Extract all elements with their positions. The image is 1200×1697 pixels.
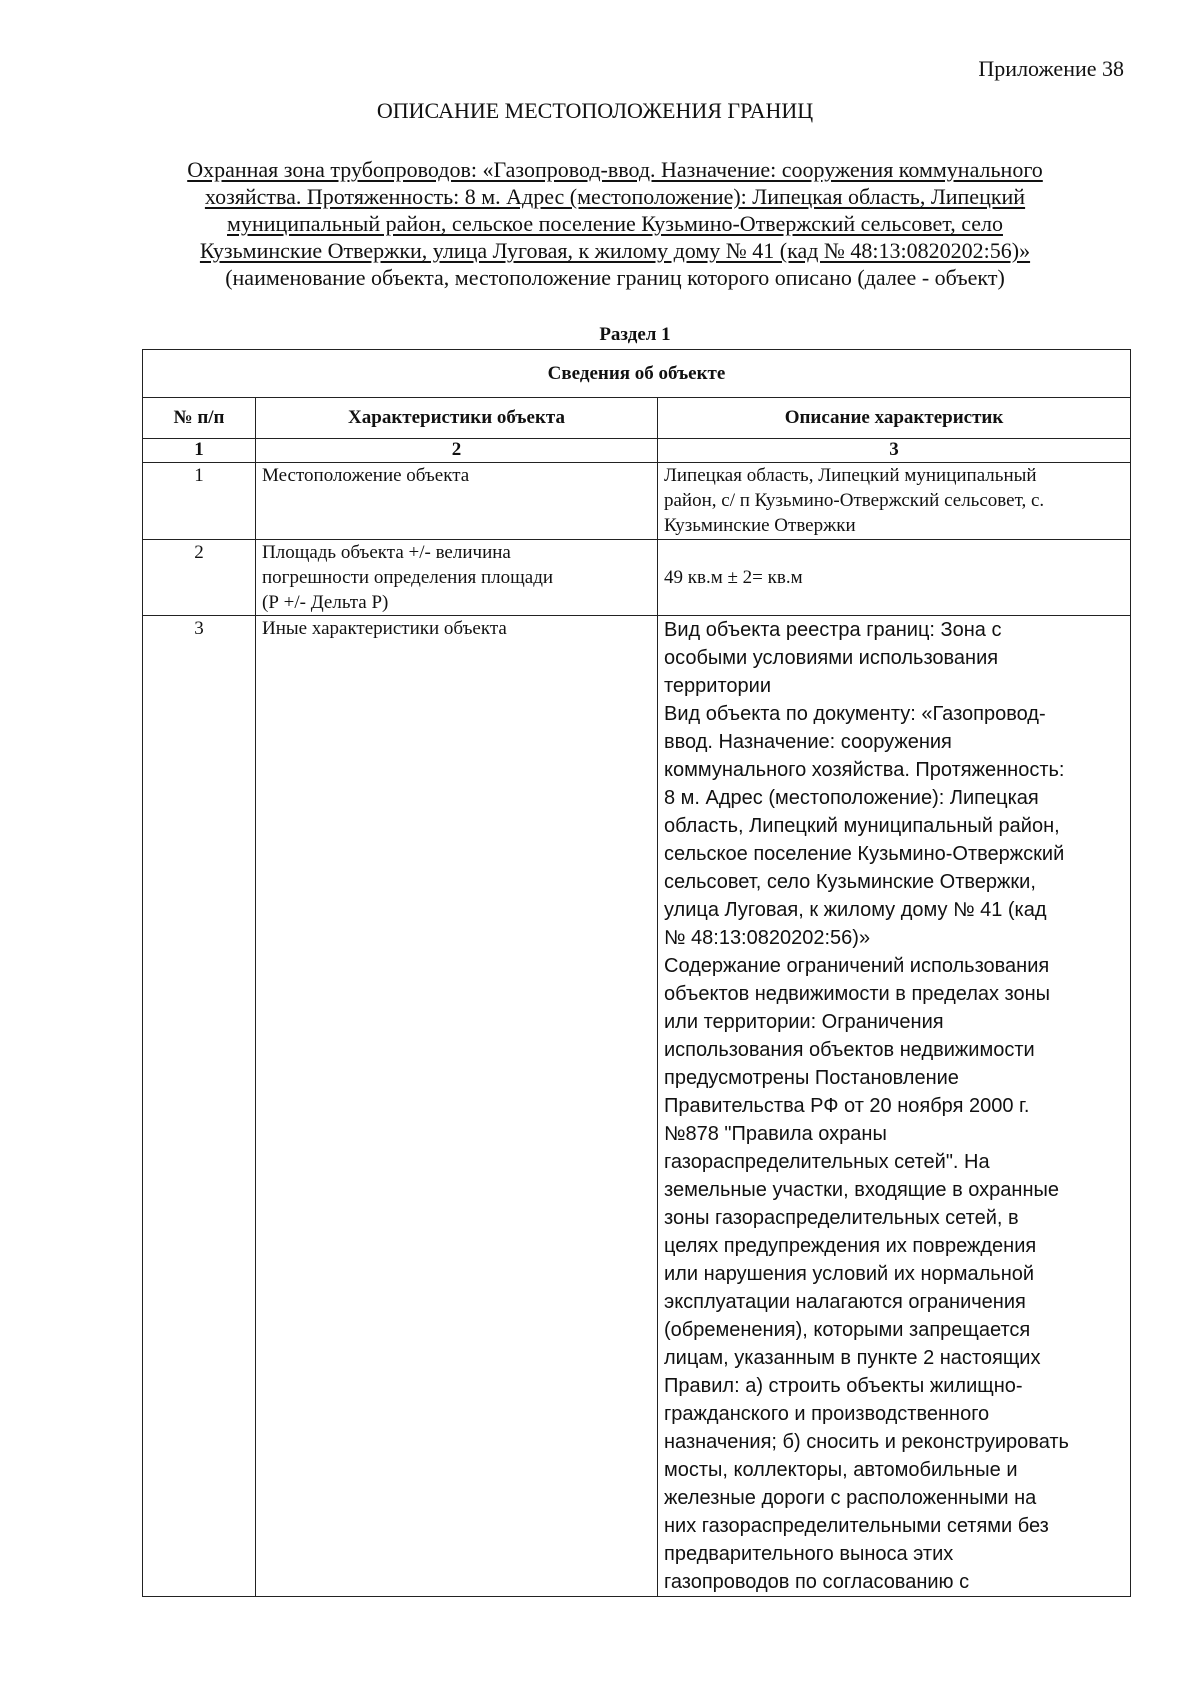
description-line: земельные участки, входящие в охранные (664, 1179, 1060, 1201)
column-number: 1 (143, 439, 256, 463)
description-line: Содержание ограничений использования (664, 955, 1050, 977)
description-line: Вид объекта реестра границ: Зона с (664, 619, 1002, 641)
table-row (143, 463, 1131, 540)
characteristic-line: (Р +/- Дельта Р) (262, 592, 389, 613)
description-line: объектов недвижимости в пределах зоны (664, 983, 1051, 1005)
description-line: область, Липецкий муниципальный район, (664, 815, 1060, 837)
row-description (658, 616, 1131, 1597)
description-line: №878 "Правила охраны (664, 1123, 887, 1145)
description-line: сельсовет, село Кузьминские Отвержки, (664, 871, 1036, 893)
column-header-characteristics: Характеристики объекта (256, 398, 658, 439)
description-line: гражданского и производственного (664, 1403, 990, 1425)
description-line: предварительного выноса этих (664, 1543, 954, 1565)
object-name-line: Охранная зона трубопроводов: «Газопровод-ввод. Назначение: сооружения коммунального (187, 157, 1043, 182)
description-line: Правил: а) строить объекты жилищно- (664, 1375, 1023, 1397)
object-name-block (140, 156, 1090, 291)
table-row (143, 616, 1131, 1597)
description-line: Правительства РФ от 20 ноября 2000 г. (664, 1095, 1030, 1117)
column-number: 3 (658, 439, 1131, 463)
row-number: 1 (143, 463, 256, 540)
description-line: назначения; б) сносить и реконструировать (664, 1431, 1069, 1453)
characteristic-line: Площадь объекта +/- величина (262, 542, 511, 563)
section-title: Раздел 1 (599, 324, 671, 345)
description-line: 8 м. Адрес (местоположение): Липецкая (664, 787, 1039, 809)
row-description: 49 кв.м ± 2= кв.м (658, 540, 1131, 616)
object-name-line: муниципальный район, сельское поселение Кузьмино-Отвержский сельсовет, село (227, 211, 1003, 236)
description-line: (обременения), которыми запрещается (664, 1319, 1031, 1341)
row-characteristic (256, 540, 658, 616)
other-characteristics-text (664, 616, 1124, 1596)
description-line: или нарушения условий их нормальной (664, 1263, 1035, 1285)
object-info-table (142, 349, 1131, 1597)
description-line: ввод. Назначение: сооружения (664, 731, 952, 753)
description-line: коммунального хозяйства. Протяженность: (664, 759, 1065, 781)
description-line: № 48:13:0820202:56)» (664, 927, 871, 949)
column-header-description: Описание характеристик (658, 398, 1131, 439)
description-line: железные дороги с расположенными на (664, 1487, 1037, 1509)
object-name-line: хозяйства. Протяженность: 8 м. Адрес (местоположение): Липецкая область, Липецкий (204, 184, 1026, 209)
column-number: 2 (256, 439, 658, 463)
row-characteristic: Местоположение объекта (256, 463, 658, 540)
row-number: 2 (143, 540, 256, 616)
description-line: предусмотрены Постановление (664, 1067, 959, 1089)
description-line: особыми условиями использования (664, 647, 999, 669)
description-line: район, с/ п Кузьмино-Отвержский сельсовет, с. (664, 490, 1045, 511)
description-line: лицам, указанным в пункте 2 настоящих (664, 1347, 1041, 1369)
description-line: территории (664, 675, 772, 697)
description-line: Липецкая область, Липецкий муниципальный (664, 465, 1037, 486)
row-characteristic: Иные характеристики объекта (256, 616, 658, 1597)
object-name-line: Кузьминские Отвержки, улица Луговая, к жилому дому № 41 (кад № 48:13:0820202:56)» (199, 238, 1031, 263)
row-description (658, 463, 1131, 540)
characteristic-line: погрешности определения площади (262, 567, 554, 588)
description-line: них газораспределительными сетями без (664, 1515, 1049, 1537)
description-line: газораспределительных сетей". На (664, 1151, 990, 1173)
appendix-number: Приложение 38 (978, 56, 1124, 81)
description-line: улица Луговая, к жилому дому № 41 (кад (664, 899, 1047, 921)
column-header-number: № п/п (143, 398, 256, 439)
description-line: мосты, коллекторы, автомобильные и (664, 1459, 1018, 1481)
description-line: газопроводов по согласованию с (664, 1571, 970, 1593)
description-line: Кузьминские Отвержки (664, 515, 856, 536)
description-line: сельское поселение Кузьмино-Отвержский (664, 843, 1065, 865)
description-line: целях предупреждения их повреждения (664, 1235, 1037, 1257)
table-caption: Сведения об объекте (143, 350, 1131, 398)
object-caption: (наименование объекта, местоположение границ которого описано (далее - объект) (225, 265, 1005, 290)
description-line: зоны газораспределительных сетей, в (664, 1207, 1019, 1229)
description-line: эксплуатации налагаются ограничения (664, 1291, 1026, 1313)
description-line: или территории: Ограничения (664, 1011, 944, 1033)
description-line: использования объектов недвижимости (664, 1039, 1035, 1061)
document-title: ОПИСАНИЕ МЕСТОПОЛОЖЕНИЯ ГРАНИЦ (376, 98, 814, 123)
description-line: Вид объекта по документу: «Газопровод- (664, 703, 1046, 725)
table-row (143, 540, 1131, 616)
row-number: 3 (143, 616, 256, 1597)
